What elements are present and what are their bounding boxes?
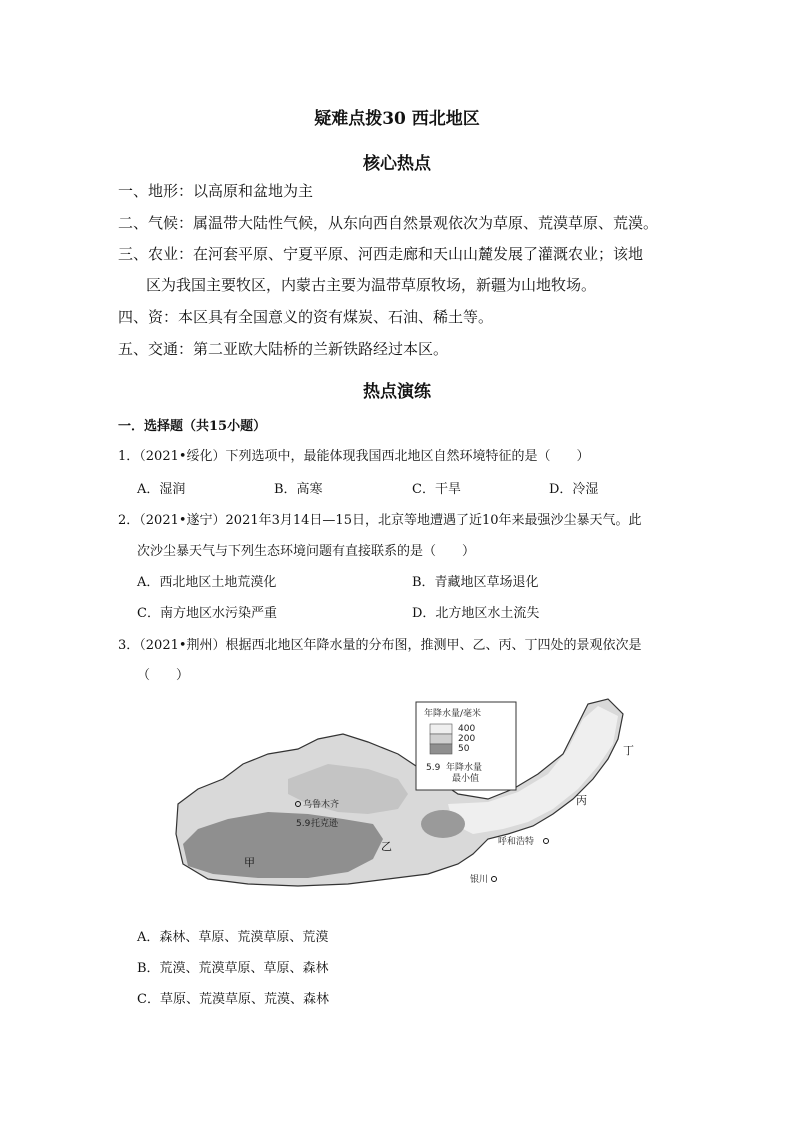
point-transport: 五、交通：第二亚欧大陆桥的兰新铁路经过本区。	[118, 340, 449, 358]
legend-min-line2: 最小值	[452, 774, 480, 784]
q3-option-c[interactable]: C．草原、荒漠草原、荒漠、森林	[137, 992, 329, 1007]
legend-min-value: 5.9	[426, 763, 441, 773]
legend-swatch-400	[430, 724, 452, 734]
q3-stem-cont: （ ）	[137, 668, 190, 683]
q1-option-a[interactable]: A．湿润	[137, 482, 186, 497]
q3-stem: 3．（2021•荆州）根据西北地区年降水量的分布图，推测甲、乙、丙、丁四处的景观依次是	[118, 638, 642, 653]
part-heading: 一．选择题（共15小题）	[118, 419, 267, 434]
place-yi: 乙	[381, 840, 392, 853]
q3-option-b[interactable]: B．荒漠、荒漠草原、草原、森林	[137, 961, 329, 976]
place-bing: 丙	[576, 794, 587, 807]
city-hohhot: 呼和浩特	[498, 837, 535, 847]
place-jia: 甲	[244, 856, 255, 869]
q1-option-d[interactable]: D．冷湿	[549, 482, 599, 497]
legend-value-200: 200	[458, 734, 476, 744]
city-toksun: 托克逊	[311, 819, 339, 829]
q2-stem-cont: 次沙尘暴天气与下列生态环境问题有直接联系的是（ ）	[137, 544, 476, 559]
q2-option-b[interactable]: B．青藏地区草场退化	[412, 575, 539, 590]
section-title-practice: 热点演练	[363, 382, 431, 402]
legend-swatch-50	[430, 744, 452, 754]
q3-option-a[interactable]: A．森林、草原、荒漠草原、荒漠	[137, 930, 329, 945]
point-terrain: 一、地形：以高原和盆地为主	[118, 182, 314, 200]
q2-option-c[interactable]: C．南方地区水污染严重	[137, 606, 277, 621]
legend-swatch-200	[430, 734, 452, 744]
point-resources: 四、资：本区具有全国意义的资有煤炭、石油、稀土等。	[118, 308, 494, 326]
city-marker-yinchuan	[492, 877, 497, 882]
city-marker-hohhot	[544, 839, 549, 844]
q2-option-a[interactable]: A．西北地区土地荒漠化	[137, 575, 277, 590]
q1-option-c[interactable]: C．干旱	[412, 482, 461, 497]
precipitation-map	[168, 694, 654, 894]
q2-option-d[interactable]: D．北方地区水土流失	[412, 606, 540, 621]
place-ding: 丁	[623, 744, 634, 757]
section-title-core: 核心热点	[363, 154, 431, 174]
city-yinchuan: 银川	[470, 875, 489, 885]
legend-title: 年降水量/毫米	[424, 709, 482, 719]
point-agriculture: 三、农业：在河套平原、宁夏平原、河西走廊和天山山麓发展了灌溉农业；该地	[118, 245, 644, 263]
q1-option-b[interactable]: B．高寒	[274, 482, 323, 497]
page-title: 疑难点拨30 西北地区	[314, 109, 480, 129]
min-marker: 5.9	[296, 819, 311, 829]
q2-stem: 2．（2021•遂宁）2021年3月14日—15日，北京等地遭遇了近10年来最强沙尘暴天气。此	[118, 513, 642, 528]
point-agriculture-cont: 区为我国主要牧区，内蒙古主要为温带草原牧场，新疆为山地牧场。	[146, 276, 597, 294]
point-climate: 二、气候：属温带大陆性气候，从东向西自然景观依次为草原、荒漠草原、荒漠。	[118, 214, 659, 232]
city-urumqi: 乌鲁木齐	[303, 800, 340, 810]
legend-min-line1: 年降水量	[446, 763, 483, 773]
legend-value-50: 50	[458, 744, 470, 754]
q1-stem: 1．（2021•绥化）下列选项中，最能体现我国西北地区自然环境特征的是（ ）	[118, 449, 590, 464]
zone-dark-east	[421, 810, 465, 838]
legend-value-400: 400	[458, 724, 476, 734]
